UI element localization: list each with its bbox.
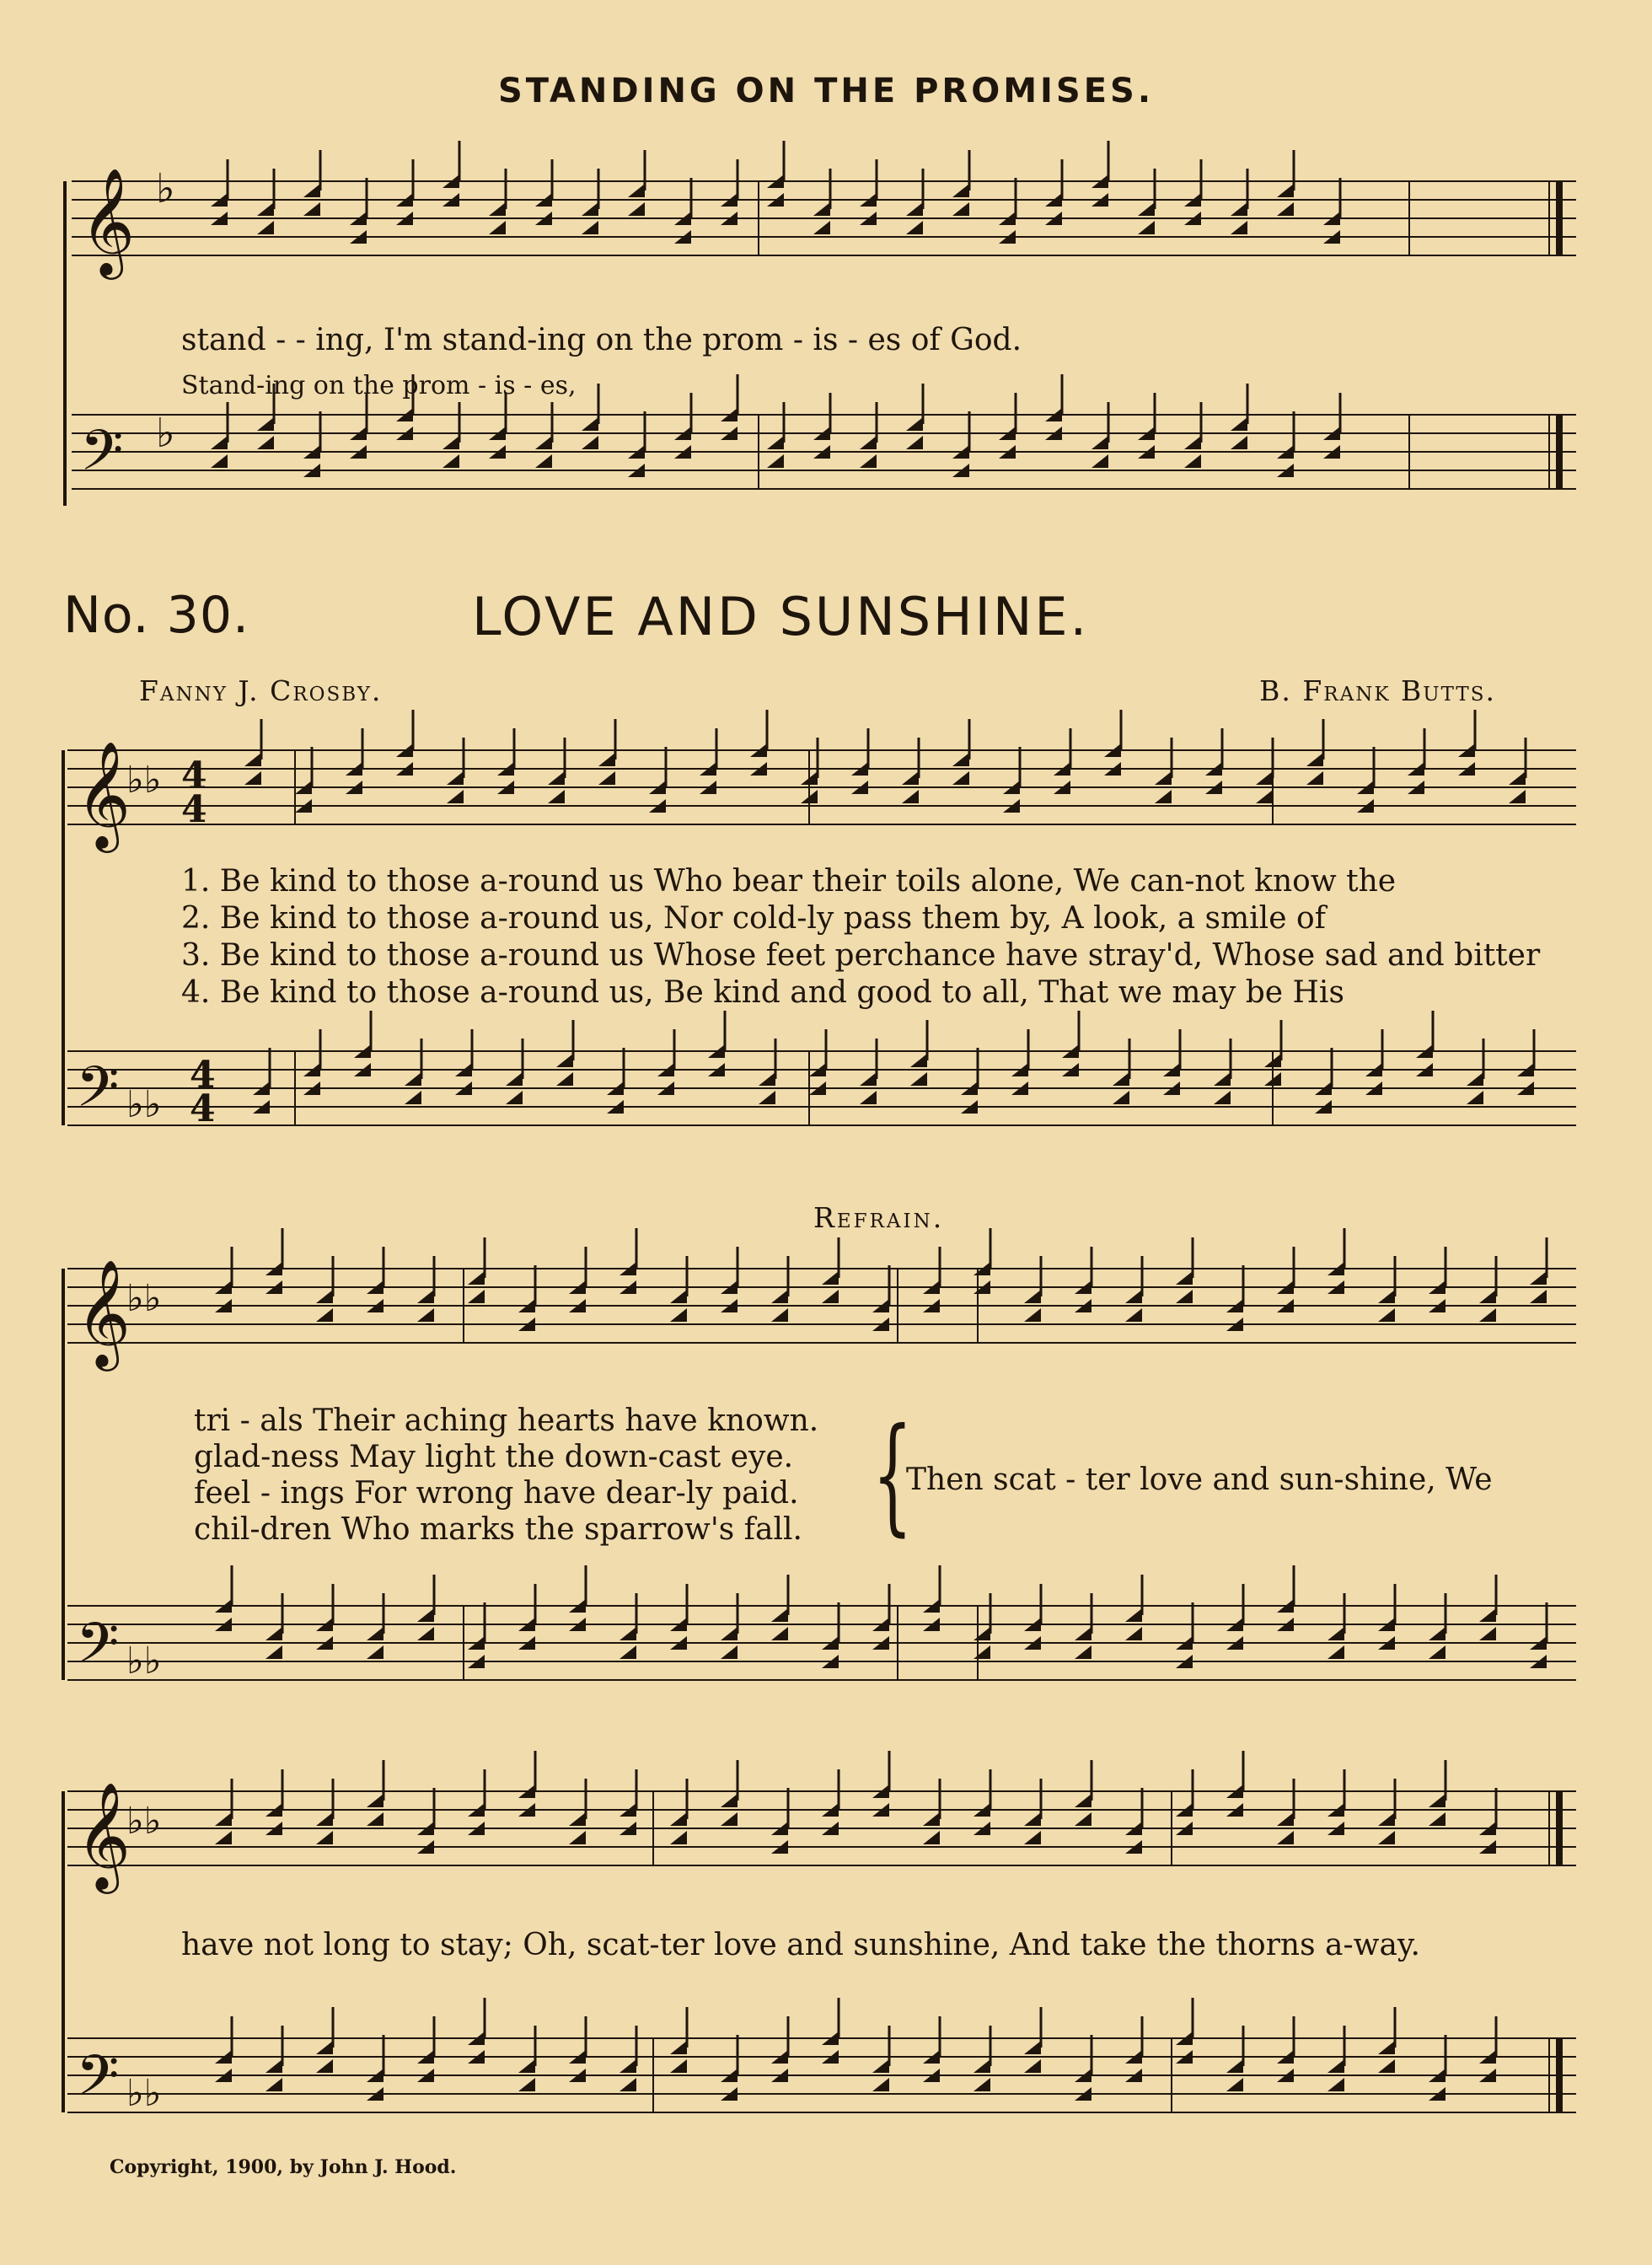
note-head: [1125, 1608, 1142, 1622]
note-head: [468, 1290, 485, 1303]
note-head: [1256, 771, 1273, 785]
note-head: [211, 454, 228, 468]
treble-clef-icon: 𝄞: [76, 1781, 131, 1889]
note-head: [257, 221, 274, 234]
hymn-title: LOVE AND SUNSHINE.: [472, 586, 1090, 647]
note-head: [303, 184, 320, 197]
note-head: [1328, 2059, 1344, 2073]
note-head: [1113, 1072, 1129, 1086]
verse-ending-4: chil-dren Who marks the sparrow's fall.: [194, 1512, 802, 1547]
note-head: [910, 1054, 927, 1067]
refrain-line-1: Then scat - ter love and sun-shine, We: [906, 1463, 1493, 1497]
svg-text:4: 4: [190, 1087, 216, 1130]
verse-ending-3: feel - ings For wrong have dear-ly paid.: [194, 1476, 799, 1511]
verse-4: 4. Be kind to those a-round us, Be kind and good to all, That we may be His: [181, 975, 1344, 1010]
staff-prev-treble: [72, 181, 1576, 255]
note-head: [1479, 1290, 1496, 1303]
note-head: [211, 436, 228, 449]
note-head: [1138, 202, 1155, 216]
note-head: [771, 1308, 788, 1322]
note-head: [316, 2059, 333, 2073]
note-head: [518, 2078, 535, 2091]
note-head: [952, 202, 969, 216]
note-head: [1231, 202, 1247, 216]
note-head: [902, 790, 919, 803]
note-head: [628, 184, 645, 197]
staff-refrain-bass: [67, 1606, 1576, 1680]
note-head: [860, 1091, 877, 1104]
note-head: [367, 1645, 384, 1659]
note-head: [1184, 454, 1201, 468]
verse-2: 2. Be kind to those a-round us, Nor cold-ly pass them by, A look, a smile of: [181, 901, 1326, 936]
bass-clef-icon: 𝄢: [76, 1055, 120, 1133]
verse-1: 1. Be kind to those a-round us Who bear their toils alone, We can-not know the: [181, 864, 1397, 899]
note-head: [1378, 1812, 1395, 1826]
svg-text:♭♭: ♭♭: [126, 759, 162, 802]
note-head: [257, 202, 274, 216]
note-head: [367, 1627, 384, 1640]
note-head: [1479, 1308, 1496, 1322]
note-head: [1226, 2078, 1243, 2091]
note-head: [952, 771, 969, 785]
note-head: [582, 202, 598, 216]
note-head: [1024, 1308, 1041, 1322]
note-head: [1256, 790, 1273, 803]
bass-clef-icon: 𝄢: [76, 2043, 120, 2122]
staff-refrain-treble: [67, 1269, 1576, 1343]
note-head: [257, 417, 274, 431]
bass-clef-icon: 𝄢: [76, 1611, 120, 1689]
note-head: [620, 2059, 636, 2073]
note-head: [952, 753, 969, 766]
svg-text:♭♭: ♭♭: [126, 1640, 162, 1683]
prev-song-lyric-line1: stand - - ing, I'm stand-ing on the prom - is - es of God.: [181, 323, 1022, 357]
note-head: [1155, 790, 1172, 803]
note-head: [1075, 1812, 1092, 1826]
note-head: [266, 1627, 282, 1640]
note-head: [767, 436, 784, 449]
svg-text:4: 4: [181, 754, 207, 797]
note-head: [620, 1627, 636, 1640]
note-head: [1138, 221, 1155, 234]
note-head: [598, 771, 615, 785]
note-head: [1378, 1290, 1395, 1303]
note-head: [1530, 1271, 1547, 1285]
note-head: [974, 2059, 990, 2073]
note-head: [1113, 1091, 1129, 1104]
svg-text:♭: ♭: [156, 410, 175, 457]
note-head: [1509, 790, 1526, 803]
brace-icon: {: [872, 1402, 913, 1548]
verse-3: 3. Be kind to those a-round us Whose feet perchance have stray'd, Whose sad and bitter: [181, 938, 1541, 973]
note-head: [974, 1627, 990, 1640]
note-head: [405, 1072, 421, 1086]
note-head: [1024, 2059, 1041, 2073]
note-head: [1024, 1812, 1041, 1826]
svg-text:♭♭: ♭♭: [126, 1083, 162, 1126]
svg-text:♭: ♭: [156, 165, 175, 212]
note-head: [417, 1308, 434, 1322]
note-head: [1378, 1831, 1395, 1844]
treble-clef-icon: 𝄞: [76, 740, 131, 848]
note-head: [902, 771, 919, 785]
note-head: [1467, 1091, 1483, 1104]
note-head: [906, 417, 923, 431]
note-head: [822, 1290, 839, 1303]
note-head: [417, 1627, 434, 1640]
prev-song-lyric-line2: Stand-ing on the prom - is - es,: [181, 371, 577, 400]
note-head: [1092, 436, 1108, 449]
note-head: [872, 2078, 889, 2091]
staff-verse-treble: [67, 750, 1576, 824]
note-head: [1075, 1645, 1092, 1659]
verse-lyrics: [181, 864, 1540, 1012]
note-head: [1530, 1290, 1547, 1303]
note-head: [548, 790, 565, 803]
svg-text:4: 4: [190, 1054, 216, 1097]
note-head: [569, 1831, 586, 1844]
note-head: [598, 753, 615, 766]
note-head: [266, 1645, 282, 1659]
note-head: [822, 1271, 839, 1285]
note-head: [771, 1608, 788, 1622]
note-head: [244, 753, 261, 766]
note-head: [813, 221, 830, 234]
note-head: [1479, 1627, 1496, 1640]
svg-text:♭♭: ♭♭: [126, 1277, 162, 1320]
note-head: [923, 1831, 940, 1844]
note-head: [771, 1290, 788, 1303]
note-head: [1306, 771, 1323, 785]
note-head: [721, 1794, 738, 1807]
note-head: [1125, 1308, 1142, 1322]
note-head: [582, 221, 598, 234]
note-head: [405, 1091, 421, 1104]
note-head: [670, 1812, 687, 1826]
svg-text:♭♭: ♭♭: [126, 1800, 162, 1843]
note-head: [489, 202, 506, 216]
note-head: [582, 417, 598, 431]
refrain-line-2: have not long to stay; Oh, scat-ter love and sunshine, And take the thorns a-way.: [181, 1928, 1420, 1962]
note-head: [923, 1812, 940, 1826]
svg-text:♭♭: ♭♭: [126, 2072, 162, 2115]
note-head: [1429, 1812, 1446, 1826]
note-head: [1176, 1290, 1193, 1303]
note-head: [1328, 2078, 1344, 2091]
note-head: [1277, 184, 1294, 197]
note-head: [974, 1645, 990, 1659]
note-head: [1024, 1831, 1041, 1844]
note-head: [906, 436, 923, 449]
copyright-notice: Copyright, 1900, by John J. Hood.: [110, 2156, 457, 2178]
note-head: [872, 2059, 889, 2073]
note-head: [767, 454, 784, 468]
note-head: [1092, 454, 1108, 468]
note-head: [628, 202, 645, 216]
note-head: [1024, 1290, 1041, 1303]
treble-clef-icon: 𝄞: [80, 167, 136, 275]
note-head: [1277, 1831, 1294, 1844]
note-head: [316, 1290, 333, 1303]
note-head: [1231, 221, 1247, 234]
note-head: [316, 2041, 333, 2054]
note-head: [468, 1271, 485, 1285]
bass-clef-icon: 𝄢: [80, 418, 124, 496]
note-head: [1075, 1794, 1092, 1807]
note-head: [952, 184, 969, 197]
staff-final-bass: [67, 2038, 1576, 2112]
note-head: [1075, 1627, 1092, 1640]
note-head: [535, 436, 552, 449]
verse-ending-2: glad-ness May light the down-cast eye.: [194, 1440, 794, 1474]
previous-song-title: STANDING ON THE PROMISES.: [497, 72, 1155, 110]
note-head: [442, 436, 459, 449]
note-head: [1176, 1271, 1193, 1285]
note-head: [442, 454, 459, 468]
note-head: [417, 1290, 434, 1303]
note-head: [771, 1627, 788, 1640]
treble-clef-icon: 𝄞: [76, 1259, 131, 1366]
note-head: [670, 2041, 687, 2054]
note-head: [1125, 1290, 1142, 1303]
note-head: [620, 2078, 636, 2091]
note-head: [303, 202, 320, 216]
note-head: [1328, 1627, 1344, 1640]
note-head: [535, 454, 552, 468]
note-head: [518, 2059, 535, 2073]
note-head: [910, 1072, 927, 1086]
verse-endings: [194, 1404, 818, 1548]
note-head: [1231, 417, 1247, 431]
note-head: [215, 1812, 232, 1826]
note-head: [670, 1831, 687, 1844]
note-head: [266, 2078, 282, 2091]
note-head: [906, 221, 923, 234]
note-head: [244, 771, 261, 785]
hymn-number: No. 30.: [63, 586, 250, 645]
note-head: [367, 1812, 384, 1826]
note-head: [582, 436, 598, 449]
hymn-composer: B. Frank Butts.: [1259, 674, 1496, 707]
verse-ending-1: tri - als Their aching hearts have known.: [194, 1404, 819, 1438]
note-head: [759, 1072, 775, 1086]
note-head: [556, 1072, 573, 1086]
note-head: [860, 454, 877, 468]
note-head: [1277, 1812, 1294, 1826]
note-head: [1479, 1608, 1496, 1622]
note-head: [556, 1054, 573, 1067]
note-head: [506, 1091, 523, 1104]
note-head: [1467, 1072, 1483, 1086]
note-head: [316, 1308, 333, 1322]
note-head: [1125, 1627, 1142, 1640]
note-head: [1214, 1091, 1231, 1104]
note-head: [906, 202, 923, 216]
note-head: [316, 1812, 333, 1826]
note-head: [1509, 771, 1526, 785]
note-head: [1378, 2041, 1395, 2054]
refrain-label: Refrain.: [813, 1201, 945, 1234]
svg-text:4: 4: [181, 788, 207, 831]
note-head: [417, 1608, 434, 1622]
note-head: [367, 1794, 384, 1807]
note-head: [721, 1645, 738, 1659]
note-head: [1429, 1794, 1446, 1807]
note-head: [506, 1072, 523, 1086]
note-head: [1184, 436, 1201, 449]
note-head: [1306, 753, 1323, 766]
note-head: [1277, 202, 1294, 216]
note-head: [266, 2059, 282, 2073]
note-head: [447, 771, 464, 785]
note-head: [860, 436, 877, 449]
staff-final-treble: [67, 1791, 1576, 1865]
note-head: [215, 1831, 232, 1844]
note-head: [257, 436, 274, 449]
note-head: [316, 1831, 333, 1844]
note-head: [620, 1645, 636, 1659]
note-head: [569, 1812, 586, 1826]
note-head: [548, 771, 565, 785]
note-head: [721, 1627, 738, 1640]
note-head: [974, 2078, 990, 2091]
note-head: [670, 2059, 687, 2073]
note-head: [489, 221, 506, 234]
note-head: [1226, 2059, 1243, 2073]
note-head: [1429, 1627, 1446, 1640]
note-head: [1429, 1645, 1446, 1659]
hymn-author: Fanny J. Crosby.: [139, 674, 383, 707]
note-head: [1155, 771, 1172, 785]
note-head: [670, 1290, 687, 1303]
note-head: [721, 1812, 738, 1826]
note-head: [1378, 1308, 1395, 1322]
note-head: [1328, 1645, 1344, 1659]
note-head: [1214, 1072, 1231, 1086]
note-head: [1024, 2041, 1041, 2054]
note-head: [1378, 2059, 1395, 2073]
note-head: [813, 202, 830, 216]
note-head: [670, 1308, 687, 1322]
note-head: [759, 1091, 775, 1104]
note-head: [1231, 436, 1247, 449]
note-head: [860, 1072, 877, 1086]
note-head: [447, 790, 464, 803]
